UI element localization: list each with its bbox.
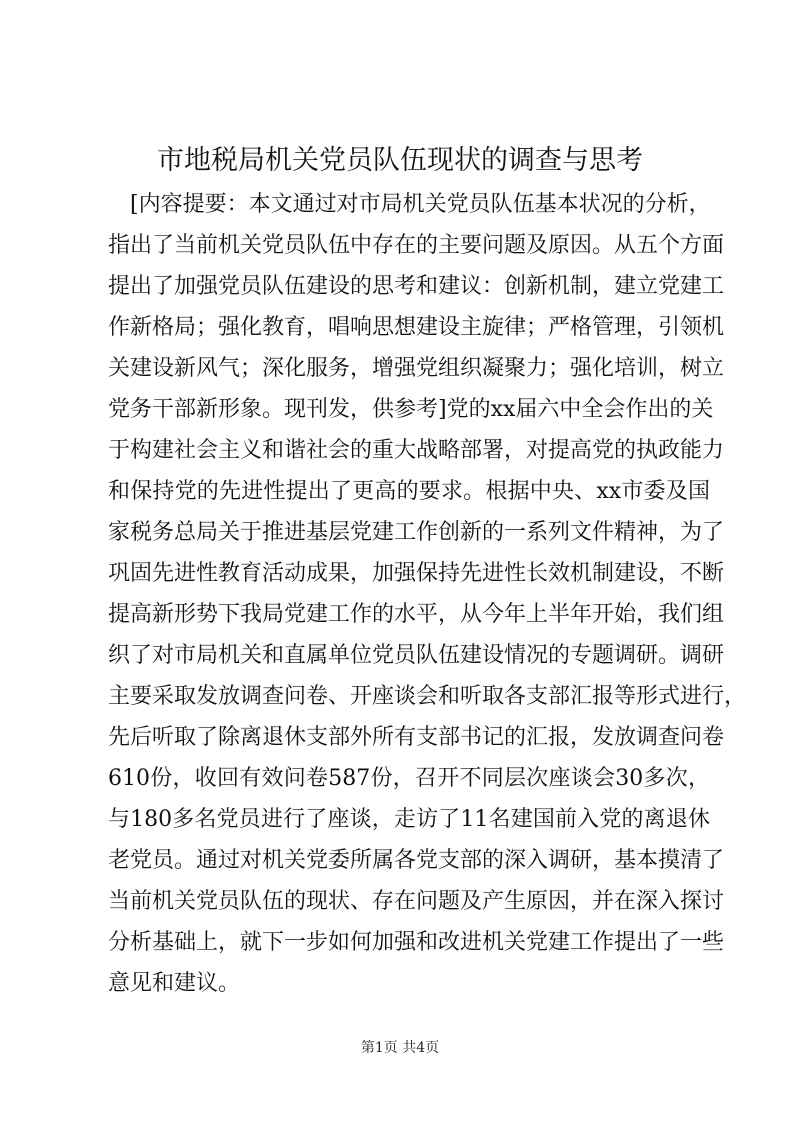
- body-line: 610份，收回有效问卷587份，召开不同层次座谈会30多次，: [108, 766, 710, 791]
- body-line: 主要采取发放调查问卷、开座谈会和听取各支部汇报等形式进行，: [108, 684, 747, 709]
- body-line: 家税务总局关于推进基层党建工作创新的一系列文件精神，为了: [108, 520, 725, 545]
- body-line: 巩固先进性教育活动成果，加强保持先进性长效机制建设，不断: [108, 561, 725, 586]
- body-line: 意见和建议。: [108, 971, 241, 996]
- body-line: 与180多名党员进行了座谈，走访了11名建国前入党的离退休: [108, 807, 710, 832]
- body-line: 分析基础上，就下一步如何加强和改进机关党建工作提出了一些: [108, 930, 725, 955]
- body-line: 于构建社会主义和谐社会的重大战略部署，对提高党的执政能力: [108, 438, 725, 463]
- body-line: 党务干部新形象。现刊发，供参考]党的xx届六中全会作出的关: [108, 397, 714, 422]
- body-line: 老党员。通过对机关党委所属各党支部的深入调研，基本摸清了: [108, 848, 725, 873]
- body-line: 和保持党的先进性提出了更高的要求。根据中央、xx市委及国: [108, 479, 710, 504]
- body-line: 当前机关党员队伍的现状、存在问题及产生原因，并在深入探讨: [108, 889, 725, 914]
- body-line: 织了对市局机关和直属单位党员队伍建设情况的专题调研。调研: [108, 643, 725, 668]
- body-line: 先后听取了除离退休支部外所有支部书记的汇报，发放调查问卷: [108, 725, 725, 750]
- body-line: 关建设新风气；深化服务，增强党组织凝聚力；强化培训，树立: [108, 356, 725, 381]
- body-line: 提出了加强党员队伍建设的思考和建议：创新机制，建立党建工: [108, 274, 725, 299]
- body-line: 作新格局；强化教育，唱响思想建设主旋律；严格管理，引领机: [108, 315, 725, 340]
- body-line: 指出了当前机关党员队伍中存在的主要问题及原因。从五个方面: [108, 233, 725, 258]
- page-footer: 第1页 共4页: [360, 1040, 440, 1056]
- body-line: [内容提要：本文通过对市局机关党员队伍基本状况的分析，: [108, 192, 711, 217]
- document-title: 市地税局机关党员队伍现状的调查与思考: [157, 145, 643, 176]
- body-line: 提高新形势下我局党建工作的水平，从今年上半年开始，我们组: [108, 602, 725, 627]
